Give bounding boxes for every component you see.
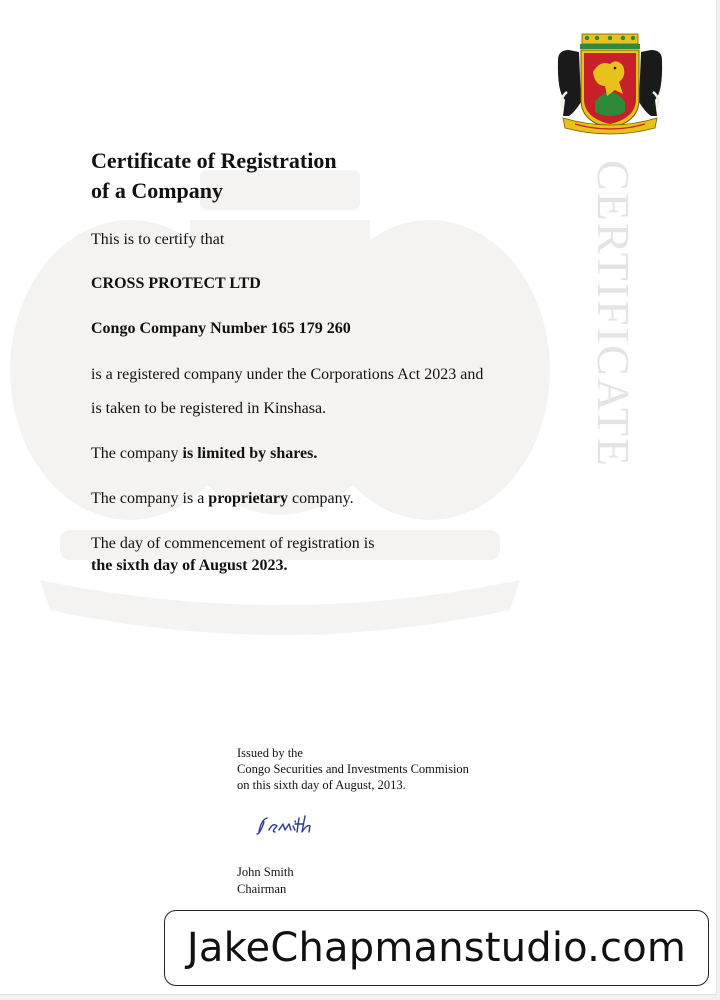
studio-watermark-badge: JakeChapmanstudio.com <box>164 910 709 986</box>
commencement-line: The day of commencement of registration is <box>91 535 375 552</box>
signer-block <box>237 864 294 898</box>
issuing-body: Congo Securities and Investments Commision <box>237 762 469 776</box>
issue-date: on this sixth day of August, 2013. <box>237 778 406 792</box>
handwritten-signature <box>255 812 315 838</box>
certificate-title <box>91 146 337 206</box>
certify-intro: This is to certify that <box>91 231 225 248</box>
certificate-watermark-text: CERTIFICATE <box>588 160 639 469</box>
proprietary-suffix: company. <box>287 490 354 507</box>
limited-bold: is limited by shares. <box>182 445 318 462</box>
proprietary-bold: proprietary <box>208 490 288 507</box>
title-line-2: of a Company <box>91 178 224 203</box>
registered-statement-line-1: is a registered company under the Corporations Act 2023 and <box>91 366 484 383</box>
limited-prefix: The company <box>91 445 183 462</box>
registered-statement-line-2: is taken to be registered in Kinshasa. <box>91 400 327 417</box>
proprietary-statement <box>91 488 354 510</box>
company-number: Congo Company Number 165 179 260 <box>91 320 351 337</box>
commencement-date: the sixth day of August 2023. <box>91 557 288 574</box>
signer-role: Chairman <box>237 882 287 896</box>
issuer-block <box>237 745 469 793</box>
issued-by-line: Issued by the <box>237 746 303 760</box>
company-name: CROSS PROTECT LTD <box>91 275 261 292</box>
signer-name: John Smith <box>237 865 294 879</box>
limited-by-shares-statement <box>91 443 317 465</box>
title-line-1: Certificate of Registration <box>91 148 337 173</box>
congo-coat-of-arms-icon <box>555 32 665 142</box>
proprietary-prefix: The company is a <box>91 490 209 507</box>
